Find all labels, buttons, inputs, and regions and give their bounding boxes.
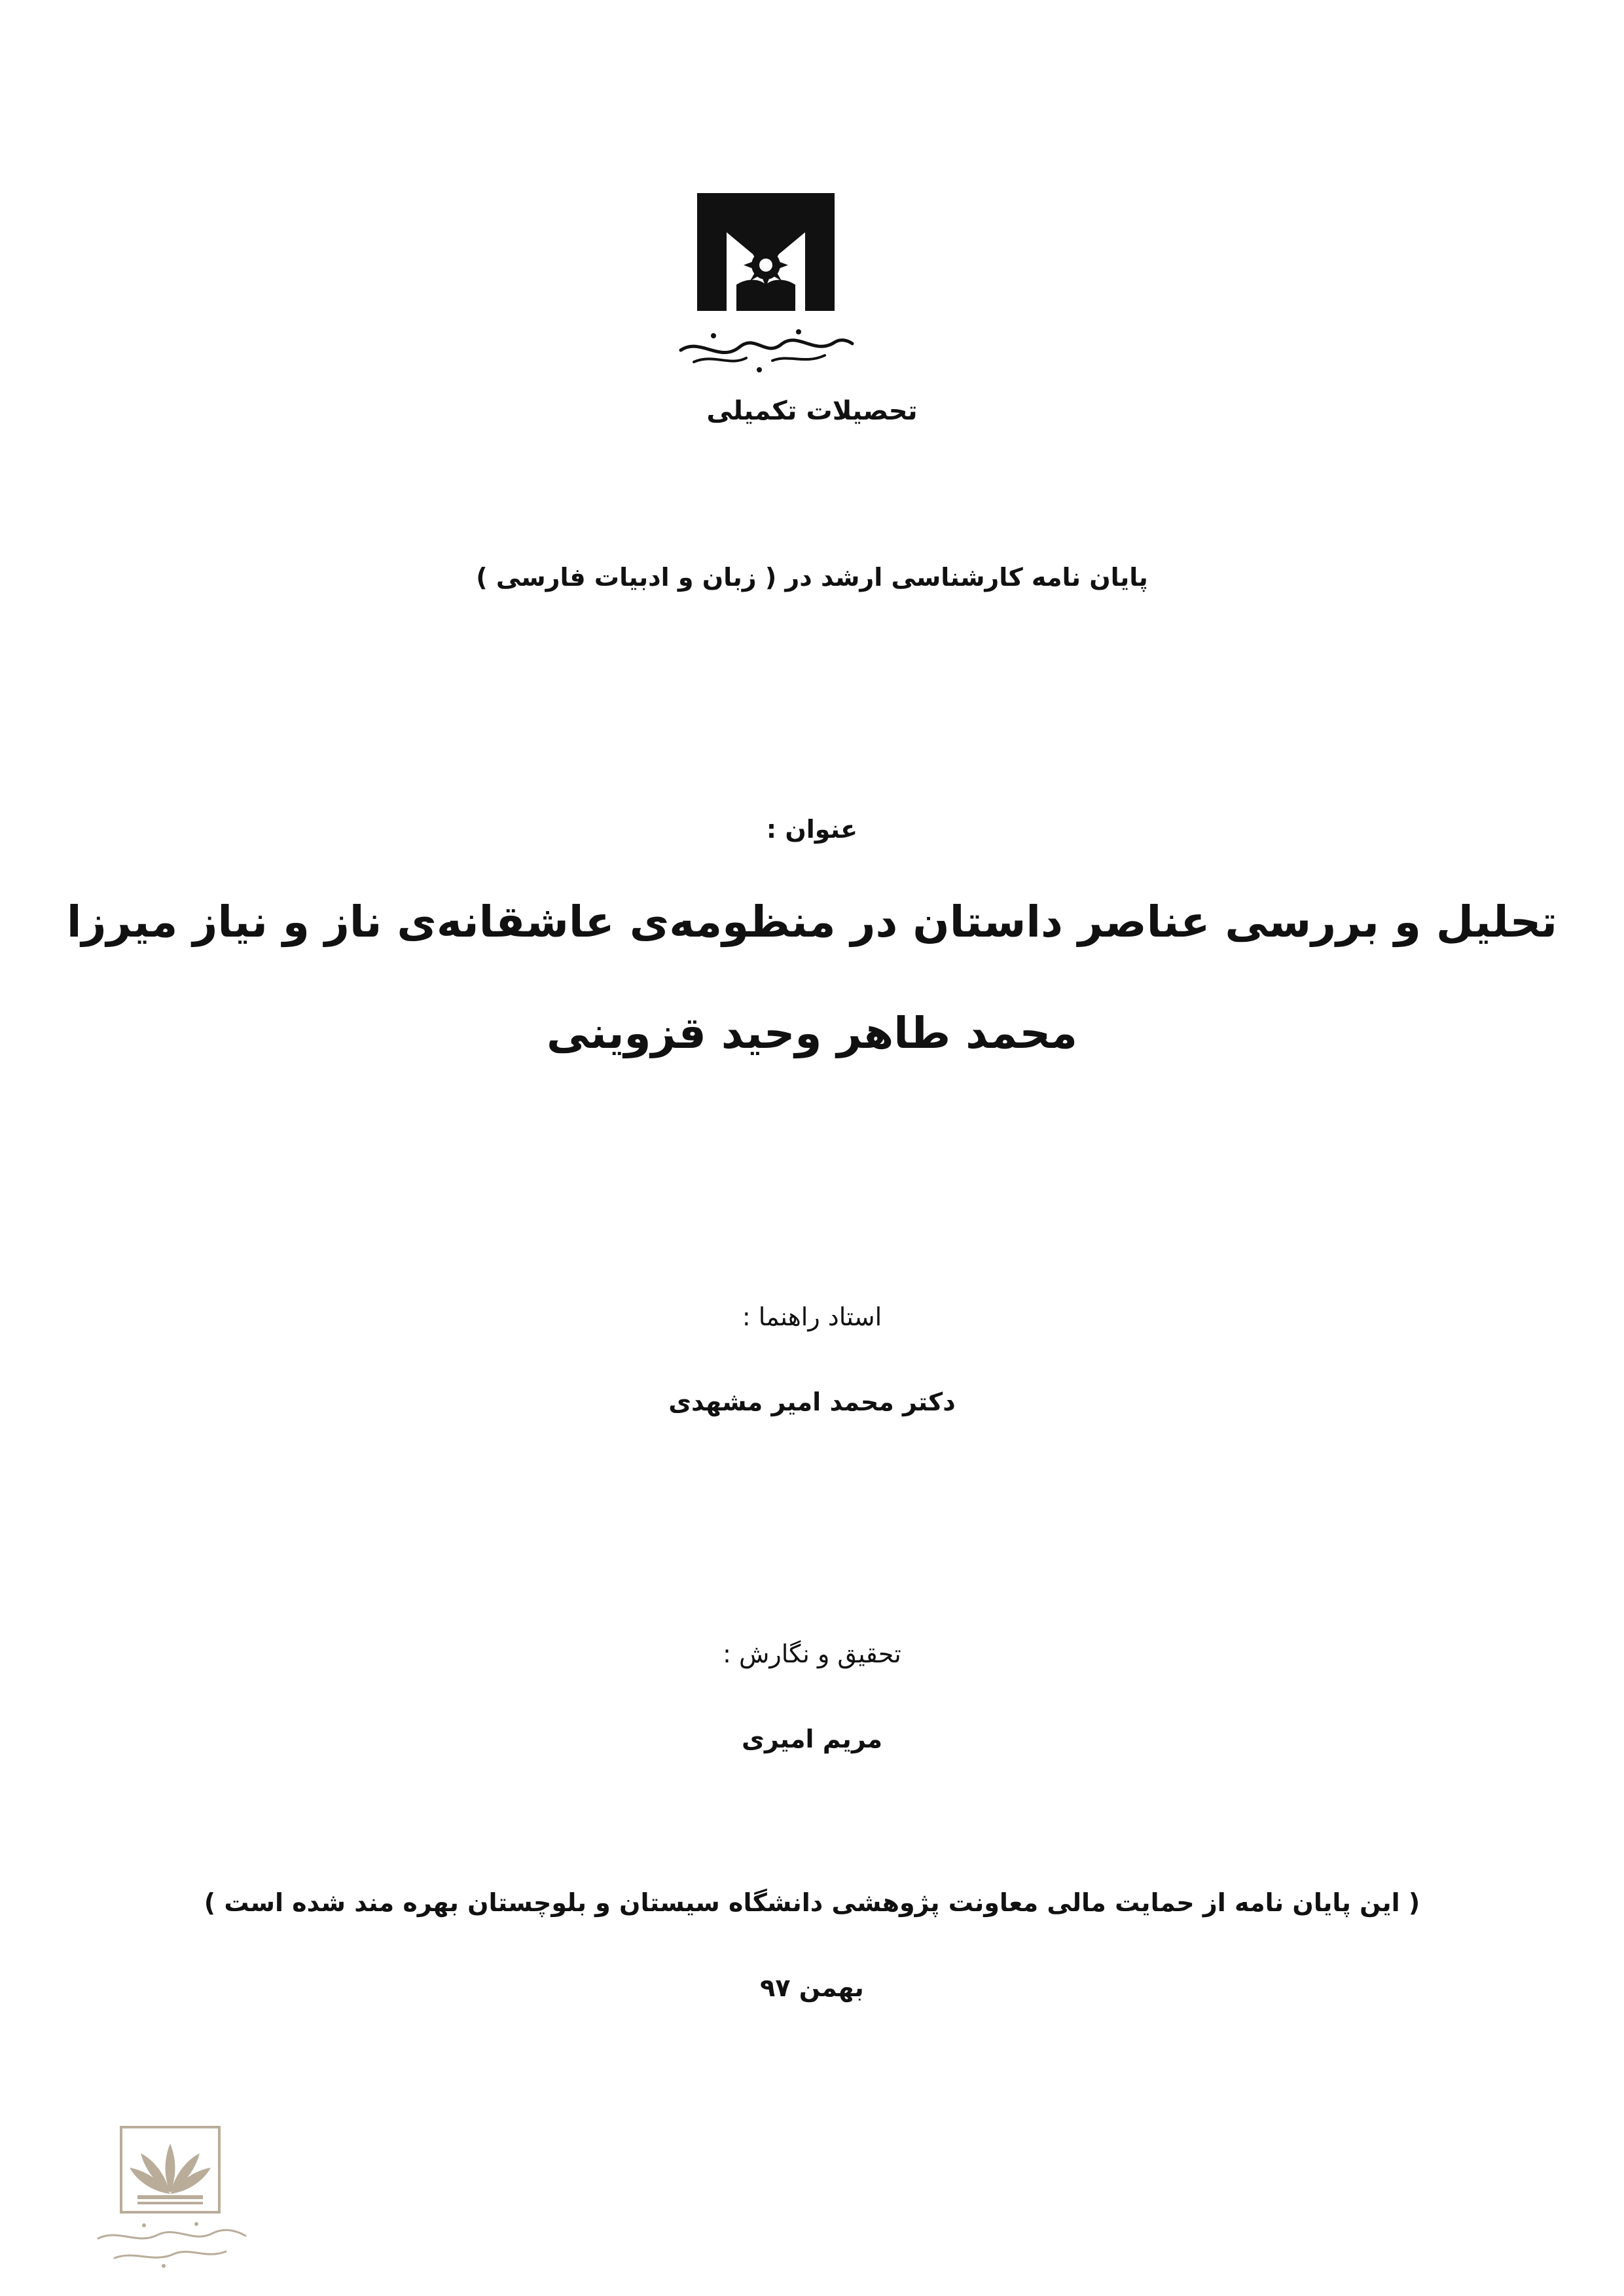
support-note: ( این پایان نامه از حمایت مالی معاونت پژوهشی دانشگاه سیستان و بلوچستان بهره مند شده است ) (204, 1888, 1420, 1917)
graduate-studies-label: تحصیلات تکمیلی (706, 396, 918, 426)
title-label: عنوان : (766, 815, 858, 844)
archive-emblem-icon (85, 2114, 255, 2271)
university-logo-icon (668, 187, 864, 376)
degree-line: پایان نامه کارشناسی ارشد در ( زبان و ادبیات فارسی ) (476, 563, 1148, 592)
supervisor-name: دکتر محمد امیر مشهدی (668, 1388, 956, 1416)
thesis-date: بهمن ۹۷ (760, 1973, 864, 2002)
author-label: تحقیق و نگارش : (723, 1640, 901, 1668)
author-name: مریم امیری (742, 1725, 882, 1753)
supervisor-label: استاد راهنما : (742, 1302, 882, 1331)
thesis-title-line-2: محمد طاهر وحید قزوینی (547, 1008, 1077, 1058)
thesis-title-line-1: تحلیل و بررسی عناصر داستان در منظومه‌ی عاشقانه‌ی ناز و نیاز میرزا (66, 897, 1558, 947)
